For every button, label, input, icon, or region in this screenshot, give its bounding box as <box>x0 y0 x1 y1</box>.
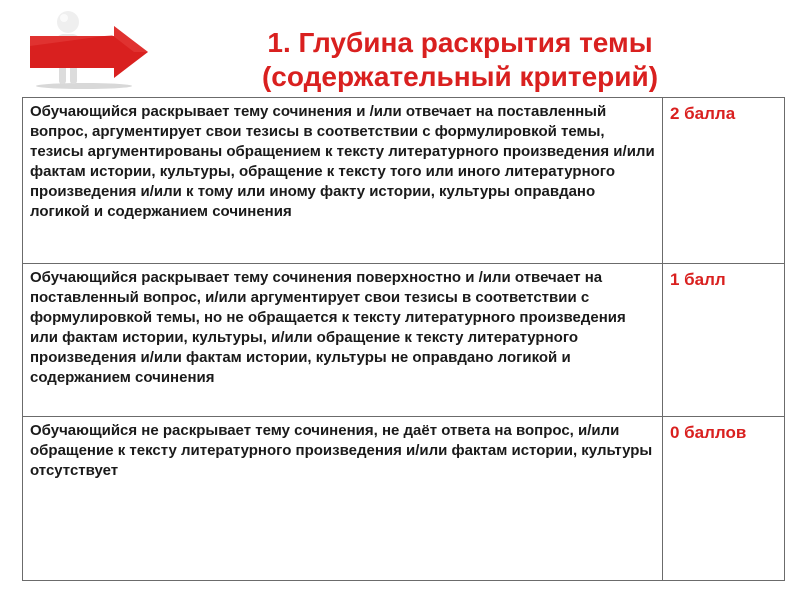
criterion-description: Обучающийся раскрывает тему сочинения и /или отвечает на поставленный вопрос, аргументирует свои тезисы в соответствии с формулировкой темы, тезисы аргументированы обращением к тексту литературного произведения и/или фактам истории, культуры, обращение к тексту того или иного литературного произведения и/или к тому или иному факту истории, культуры оправдано логикой и содержанием сочинения <box>23 98 663 264</box>
title-line-1: 1. Глубина раскрытия темы <box>267 27 653 58</box>
criteria-table <box>22 97 785 581</box>
criterion-description: Обучающийся не раскрывает тему сочинения, не даёт ответа на вопрос, и/или обращение к тексту литературного произведения и/или фактам истории, культуры отсутствует <box>23 417 663 581</box>
logo-figure-arrow-icon <box>24 6 152 90</box>
table-row <box>23 98 785 264</box>
title-line-2: (содержательный критерий) <box>261 61 659 92</box>
page-title <box>150 26 770 94</box>
table-row <box>23 264 785 417</box>
criterion-score: 2 балла <box>663 98 785 264</box>
criterion-score: 1 балл <box>663 264 785 417</box>
table-row <box>23 417 785 581</box>
criterion-description: Обучающийся раскрывает тему сочинения поверхностно и /или отвечает на поставленный вопрос, и/или аргументирует свои тезисы в соответствии с формулировкой темы, но не обращается к тексту литературного произведения или фактам истории, культуры, и/или обращение к тексту литературного произведения и/или фактам истории, культуры не оправдано логикой и содержанием сочинения <box>23 264 663 417</box>
criterion-score: 0 баллов <box>663 417 785 581</box>
